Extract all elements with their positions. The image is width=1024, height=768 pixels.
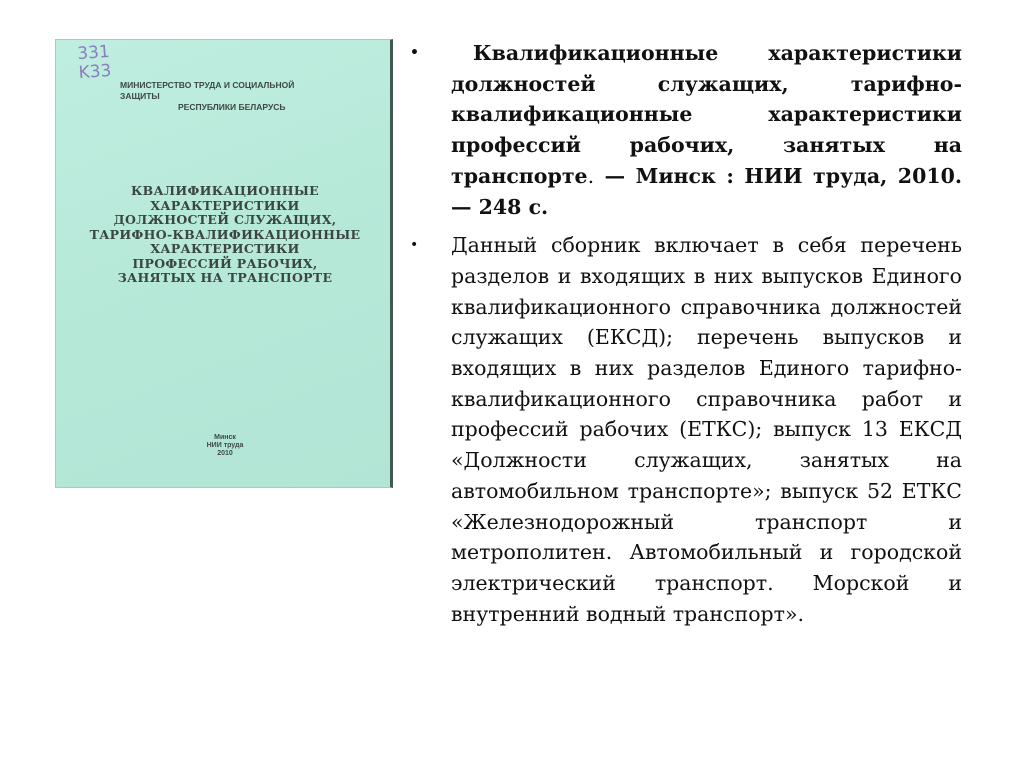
cover-title-line: ПРОФЕССИЙ РАБОЧИХ, [132,255,318,271]
bullet-marker: • [410,45,419,61]
bullet-marker: • [410,237,419,254]
cover-title-line: ХАРАКТЕРИСТИКИ [150,241,300,256]
cover-imprint-year: 2010 [217,450,233,457]
description-text: Данный сборник включает в себя перечень разделов и входящих в них выпусков Единого квалификационного справочника должностей служащих (ЕКСД); перечень выпусков и входящих в них разделов Единого тарифно-квалификационного справочника работ и профессий рабочих (ЕТКС); выпуск 13 ЕКСД «Должности служащих, занятых на автомобильном транспорте»; выпуск 52 ЕТКС «Железнодорожный транспорт и метрополитен. Автомобильный и городской электрический транспорт. Морской и внутренний водный транспорт». [451,233,962,626]
bullet-item-description [410,230,962,629]
cover-ministry-name [120,80,330,113]
cover-title-line: КВАЛИФИКАЦИОННЫЕ [131,183,319,198]
bibliography-title: Квалификационные характеристики должностей служащих, тарифно-квалификационные характеристики профессий рабочих, занятых на транспорте [451,41,962,188]
cover-title-line: ДОЛЖНОСТЕЙ СЛУЖАЩИХ, [113,212,337,227]
bullet-item-bibliography [410,38,962,222]
book-cover-image [55,39,393,488]
cover-title-line: ХАРАКТЕРИСТИКИ [150,197,300,213]
cover-title [66,184,384,286]
bibliography-details: — Минск : НИИ труда, 2010. — 248 с. [451,163,962,219]
cover-imprint [56,434,393,458]
bullet-list [410,38,962,629]
bibliography-period: . [587,163,595,188]
cover-title-line: ТАРИФНО-КВАЛИФИКАЦИОННЫЕ [89,226,361,242]
cover-ministry-line-2: РЕСПУБЛИКИ БЕЛАРУСЬ [178,102,286,112]
cover-imprint-publisher: НИИ труда [206,442,244,449]
cover-title-line: ЗАНЯТЫХ НА ТРАНСПОРТЕ [117,270,333,285]
cover-ministry-line-1: МИНИСТЕРСТВО ТРУДА И СОЦИАЛЬНОЙ ЗАЩИТЫ [120,80,295,101]
cover-imprint-city: Минск [214,434,236,441]
handwritten-note: 331 K33 [76,41,113,84]
